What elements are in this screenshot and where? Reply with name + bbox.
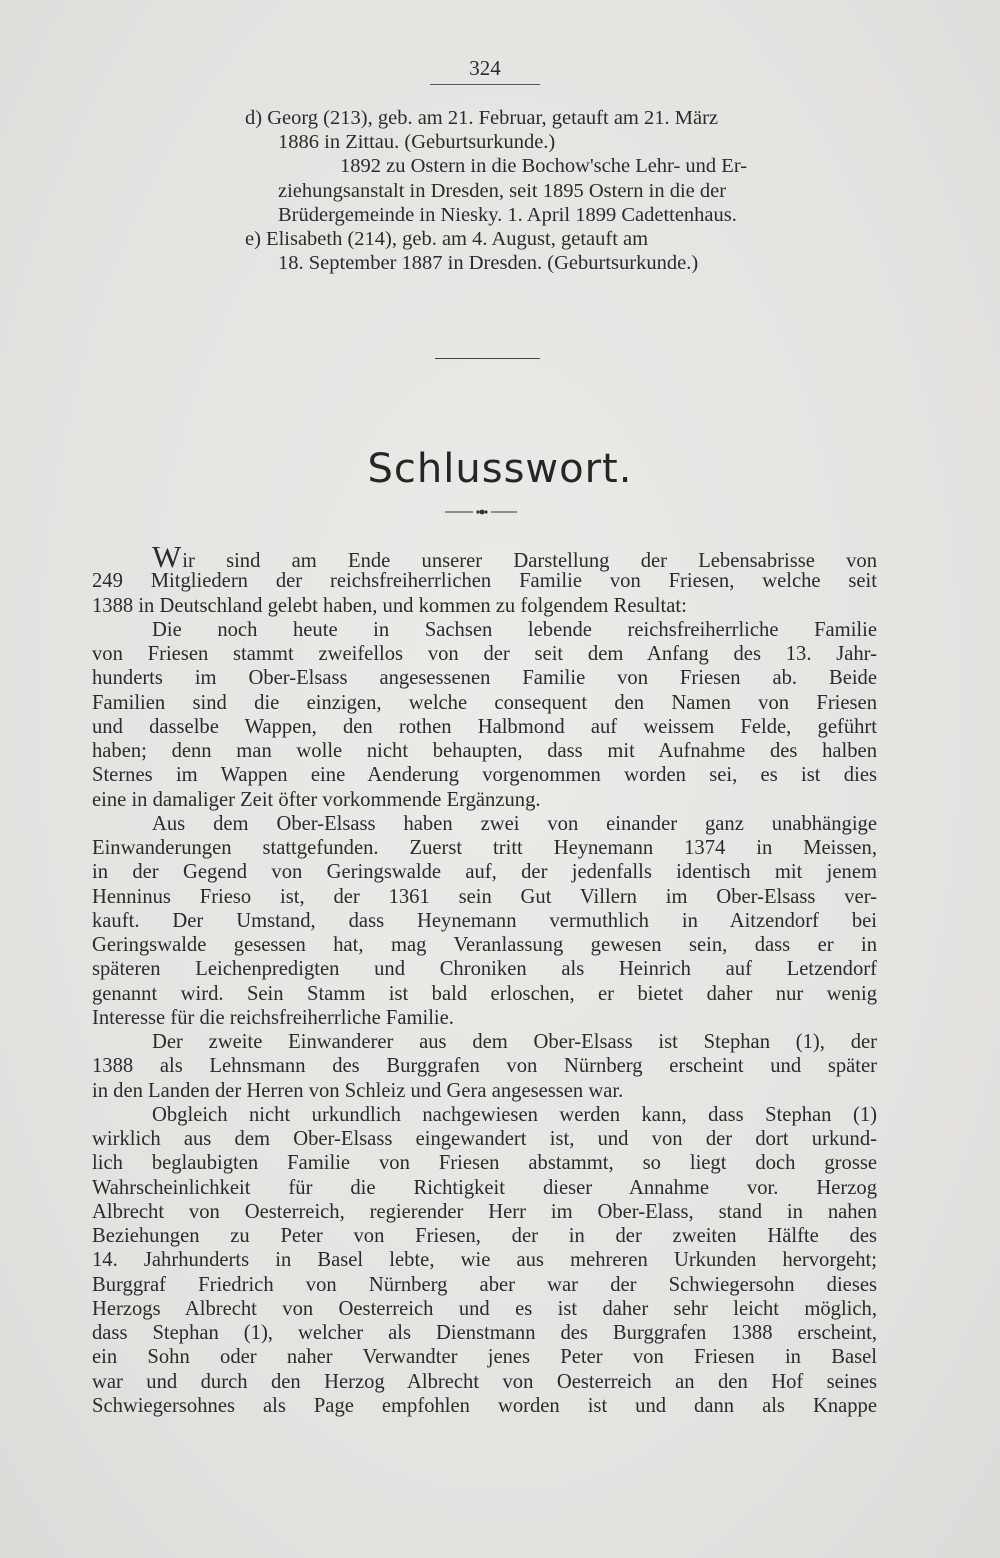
body-line: Familien sind die einzigen, welche consequent den Namen von Friesen bbox=[92, 691, 877, 714]
body-line: Burggraf Friedrich von Nürnberg aber war der Schwiegersohn dieses bbox=[92, 1273, 877, 1296]
page-number: 324 bbox=[430, 56, 540, 85]
ornament-divider-icon bbox=[445, 505, 517, 519]
body-line: Aus dem Ober-Elsass haben zwei von einander ganz unabhängige bbox=[152, 812, 877, 835]
body-line: hunderts im Ober-Elsass angesessenen Familie von Friesen ab. Beide bbox=[92, 667, 877, 690]
body-line: Obgleich nicht urkundlich nachgewiesen werden kann, dass Stephan (1) bbox=[152, 1103, 877, 1126]
entry-line: 1886 in Zittau. (Geburtsurkunde.) bbox=[278, 131, 556, 154]
drop-capital: W bbox=[152, 539, 183, 574]
body-line: Albrecht von Oesterreich, regierender Herr im Ober-Elass, stand in nahen bbox=[92, 1200, 877, 1223]
body-line: eine in damaliger Zeit öfter vorkommende Ergänzung. bbox=[92, 788, 541, 811]
body-line: lich beglaubigten Familie von Friesen abstammt, so liegt doch grosse bbox=[92, 1152, 877, 1175]
entry-line: ziehungsanstalt in Dresden, seit 1895 Ostern in die der bbox=[278, 179, 727, 202]
body-line: wirklich aus dem Ober-Elsass eingewandert ist, und von der dort urkund- bbox=[92, 1128, 877, 1150]
body-line: 1388 in Deutschland gelebt haben, und kommen zu folgendem Resultat: bbox=[92, 594, 687, 617]
body-line: genannt wird. Sein Stamm ist bald erloschen, er bietet daher nur wenig bbox=[92, 982, 877, 1005]
body-line: Die noch heute in Sachsen lebende reichsfreiherrliche Familie bbox=[152, 618, 877, 641]
body-line: in den Landen der Herren von Schleiz und Gera angesessen war. bbox=[92, 1079, 624, 1102]
body-line: Sternes im Wappen eine Aenderung vorgenommen worden sei, es ist dies bbox=[92, 764, 877, 787]
body-line: kauft. Der Umstand, dass Heynemann vermuthlich in Aitzendorf bei bbox=[92, 909, 877, 932]
body-line: Interesse für die reichsfreiherrliche Familie. bbox=[92, 1006, 454, 1029]
body-line: Beziehungen zu Peter von Friesen, der in der zweiten Hälfte des bbox=[92, 1225, 877, 1247]
body-line: und dasselbe Wappen, den rothen Halbmond auf weissem Felde, geführt bbox=[92, 715, 877, 738]
body-line: Der zweite Einwanderer aus dem Ober-Elsass ist Stephan (1), der bbox=[152, 1031, 877, 1053]
body-line: Schwiegersohnes als Page empfohlen worden ist und dann als Knappe bbox=[92, 1394, 877, 1417]
body-line: späteren Leichenpredigten und Chroniken als Heinrich auf Letzendorf bbox=[92, 958, 877, 981]
body-line: dass Stephan (1), welcher als Dienstmann des Burggrafen 1388 erscheint, bbox=[92, 1322, 877, 1344]
genealogy-entry-d bbox=[245, 106, 877, 227]
body-line: war und durch den Herzog Albrecht von Oesterreich an den Hof seines bbox=[92, 1370, 877, 1393]
entry-line: 18. September 1887 in Dresden. (Geburtsurkunde.) bbox=[278, 252, 699, 275]
body-line: Einwanderungen stattgefunden. Zuerst tritt Heynemann 1374 in Meissen, bbox=[92, 837, 877, 859]
body-line: ein Sohn oder naher Verwandter jenes Peter von Friesen in Basel bbox=[92, 1346, 877, 1369]
body-line: in der Gegend von Geringswalde auf, der jedenfalls identisch mit jenem bbox=[92, 861, 877, 884]
section-heading: Schlusswort. bbox=[367, 446, 633, 492]
section-divider bbox=[435, 358, 540, 359]
entry-line: Brüdergemeinde in Niesky. 1. April 1899 Cadettenhaus. bbox=[278, 203, 737, 226]
body-line: Geringswalde gesessen hat, mag Veranlassung gewesen sein, dass er in bbox=[92, 934, 877, 956]
body-text bbox=[92, 539, 877, 1418]
entry-line: 1892 zu Ostern in die Bochow'sche Lehr- und Er- bbox=[340, 155, 748, 178]
body-line: 14. Jahrhunderts in Basel lebte, wie aus mehreren Urkunden hervorgeht; bbox=[92, 1249, 877, 1272]
entry-line: d) Georg (213), geb. am 21. Februar, getauft am 21. März bbox=[245, 107, 719, 129]
body-line: Wir sind am Ende unserer Darstellung der Lebensabrisse von bbox=[152, 539, 877, 574]
body-line: 1388 als Lehnsmann des Burggrafen von Nürnberg erscheint und später bbox=[92, 1055, 877, 1078]
genealogy-entry-e bbox=[245, 227, 877, 275]
body-line: von Friesen stammt zweifellos von der seit dem Anfang des 13. Jahr- bbox=[92, 643, 877, 665]
body-line: Henninus Frieso ist, der 1361 sein Gut Villern im Ober-Elsass ver- bbox=[92, 885, 877, 908]
body-line: haben; denn man wolle nicht behaupten, dass mit Aufnahme des halben bbox=[92, 740, 877, 762]
body-line: Wahrscheinlichkeit für die Richtigkeit dieser Annahme vor. Herzog bbox=[92, 1176, 877, 1199]
body-line: Herzogs Albrecht von Oesterreich und es ist daher sehr leicht möglich, bbox=[92, 1297, 877, 1320]
body-line: 249 Mitgliedern der reichsfreiherrlichen Familie von Friesen, welche seit bbox=[92, 570, 877, 593]
entry-line: e) Elisabeth (214), geb. am 4. August, getauft am bbox=[245, 228, 649, 250]
